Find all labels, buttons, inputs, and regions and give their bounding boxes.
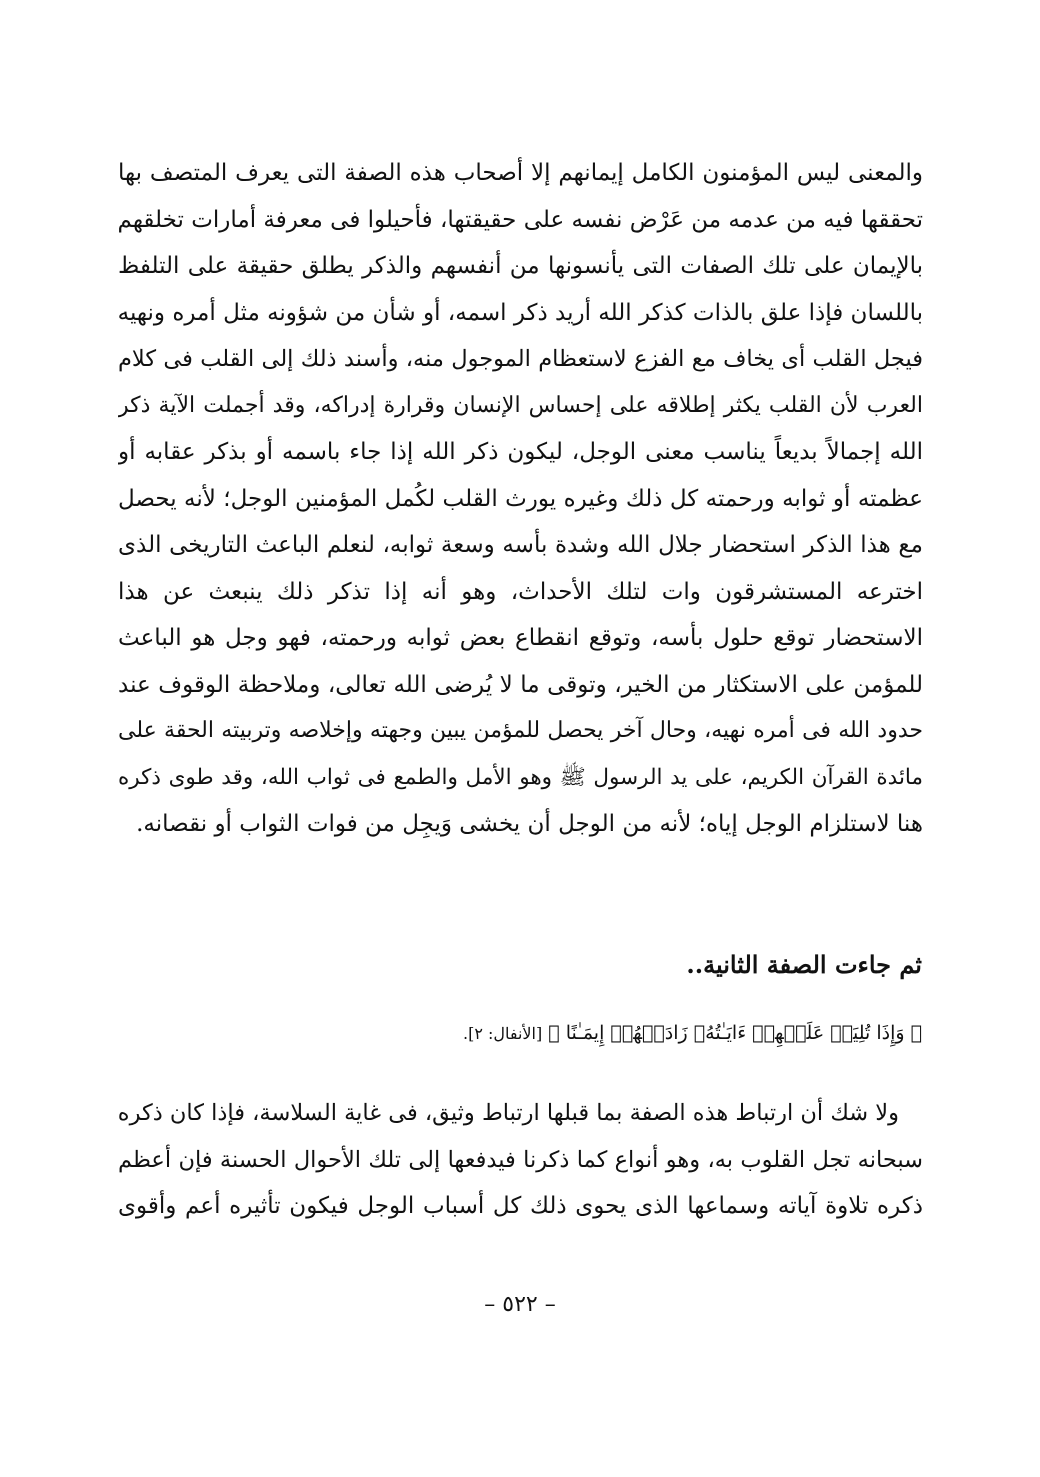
section-heading: ثم جاءت الصفة الثانية.. [686,950,922,979]
text-line: والمعنى ليس المؤمنون الكامل إيمانهم إلا أصحاب هذه الصفة التى يعرف المتصف بها [118,160,923,186]
text-line: هنا لاستلزام الوجل إياه؛ لأنه من الوجل أن يخشى وَيجِل من فوات الثواب أو نقصانه. [136,811,923,837]
text-line: ذكره تلاوة آياته وسماعها الذى يحوى ذلك كل أسباب الوجل فيكون تأثيره أعم وأقوى [118,1193,923,1219]
text-line: باللسان فإذا علق بالذات كذكر الله أريد ذكر اسمه، أو شأن من شؤونه مثل أمره ونهيه [118,299,923,326]
text-line: ولا شك أن ارتباط هذه الصفة بما قبلها ارتباط وثيق، فى غاية السلاسة، فإذا كان ذكره [118,1100,899,1126]
text-line: مائدة القرآن الكريم، على يد الرسول ﷺ وهو الأمل والطمع فى ثواب الله، وقد طوى ذكره [118,764,923,790]
text-line: تحققها فيه من عدمه من عَرْض نفسه على حقيقتها، فأحيلوا فى معرفة أمارات تخلقهم [118,206,923,233]
text-line: مع هذا الذكر استحضار جلال الله وشدة بأسه وسعة ثوابه، لنعلم الباعث التاريخى الذى [118,532,923,558]
text-line: العرب لأن القلب يكثر إطلاقه على إحساس الإنسان وقرارة إدراكه، وقد أجملت الآية ذكر [118,392,923,418]
text-line: سبحانه تجل القلوب به، وهو أنواع كما ذكرنا فيدفعها إلى تلك الأحوال الحسنة فإن أعظم [118,1146,923,1173]
text-line: بالإيمان على تلك الصفات التى يأنسونها من أنفسهم والذكر يطلق حقيقة على التلفظ [118,253,923,279]
text-line: الاستحضار توقع حلول بأسه، وتوقع انقطاع بعض ثوابه ورحمته، فهو وجل هو الباعث [118,625,923,651]
text-line: حدود الله فى أمره نهيه، وحال آخر يحصل للمؤمن يبين وجهته وإخلاصه وتربيته الحقة على [118,718,923,743]
text-line: عظمته أو ثوابه ورحمته كل ذلك وغيره يورث القلب لكُمل المؤمنين الوجل؛ لأنه يحصل [118,485,923,512]
paragraph-main [118,150,923,848]
text-line: الله إجمالاً بديعاً يناسب معنى الوجل، ليكون ذكر الله إذا جاء باسمه أو بذكر عقابه أو [118,439,923,465]
text-line: للمؤمن على الاستكثار من الخير، وتوقى ما لا يُرضى الله تعالى، وملاحظة الوقوف عند [118,671,923,698]
paragraph-second [118,1090,923,1230]
text-line: اخترعه المستشرقون وات لتلك الأحداث، وهو أنه إذا تذكر ذلك ينبعث عن هذا [118,578,923,605]
page-number: – ٥٢٢ – [484,1292,556,1317]
quote-reference: [الأنفال: ٢]. [462,1024,543,1043]
quran-quote [463,1022,922,1044]
quote-verse: ﴿ وَإِذَا تُلِيَتۡ عَلَيۡهِمۡ ءَايَـٰتُهُۥ زَادَتۡهُمۡ إِيمَـٰنًا ﴾ [548,1022,922,1044]
text-line: فيجل القلب أى يخاف مع الفزع لاستعظام الموجول منه، وأسند ذلك إلى القلب فى كلام [118,346,923,372]
